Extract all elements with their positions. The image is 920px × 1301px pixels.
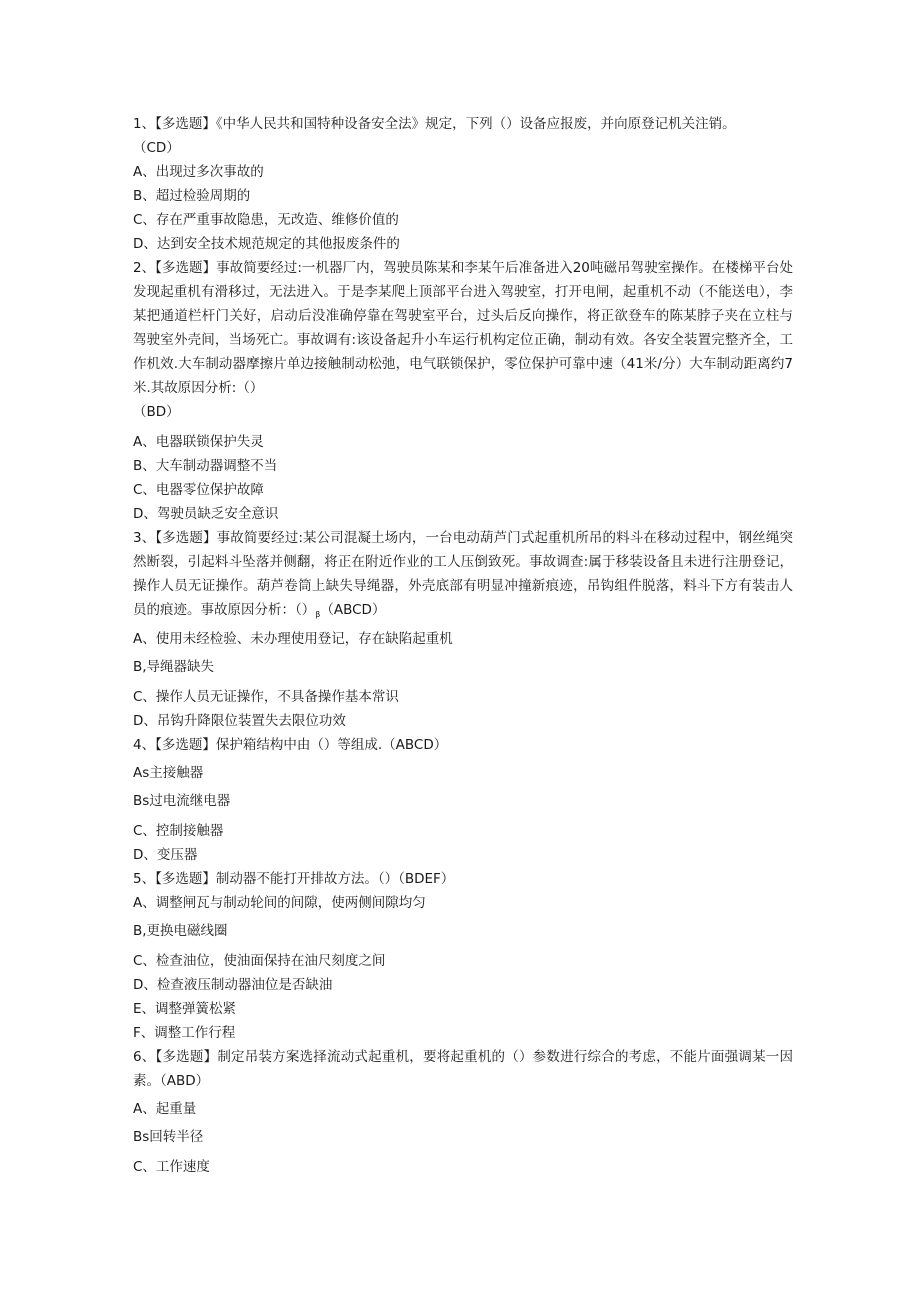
question-6 (133, 1045, 793, 1179)
question-6-option-c: C、工作速度 (133, 1159, 210, 1175)
question-3-option-a: A、使用未经检验、未办理使用登记，存在缺陷起重机 (133, 631, 453, 647)
question-5-option-b: B,更换电磁线圈 (133, 923, 228, 939)
question-5 (133, 867, 793, 1045)
question-1-option-a: A、出现过多次事故的 (133, 164, 264, 180)
question-5-stem: 5、【多选题】制动器不能打开排故方法。（） (133, 871, 399, 887)
question-6-stem: 6、【多选题】制定吊装方案选择流动式起重机，要将起重机的（）参数进行综合的考虑，不能片面强调某一因素。 (133, 1049, 793, 1089)
question-3-stem-subscript: β (315, 610, 321, 619)
question-3-option-b: B,导绳器缺失 (133, 659, 215, 675)
question-3-stem: 3、【多选题】事故简要经过:某公司混凝土场内，一台电动葫芦门式起重机所吊的料斗在移动过程中，钢丝绳突然断裂，引起料斗坠落并侧翻，将正在附近作业的工人压倒致死。事故调查:属于移装设备且未进行注册登记，操作人员无证操作。葫芦卷筒上缺失导绳器，外壳底部有明显冲撞新痕迹，吊钩组件脱落，料斗下方有装击人员的痕迹。事故原因分析：（） (133, 530, 793, 618)
question-3-option-d: D、吊钩升降限位装置失去限位功效 (133, 713, 346, 729)
question-3-stem-line (133, 526, 793, 627)
question-5-option-f: F、调整工作行程 (133, 1025, 236, 1041)
question-1-option-d: D、达到安全技术规范规定的其他报废条件的 (133, 236, 400, 252)
question-2 (133, 256, 793, 526)
question-5-option-e: E、调整弹簧松紧 (133, 1001, 237, 1017)
question-5-stem-line (133, 867, 793, 891)
question-1 (133, 112, 793, 256)
question-4-stem-line (133, 733, 793, 757)
question-2-option-c: C、电器零位保护故障 (133, 482, 264, 498)
question-5-option-c: C、检查油位，使油面保持在油尺刻度之间 (133, 953, 386, 969)
question-3-option-c: C、操作人员无证操作，不具备操作基本常识 (133, 689, 399, 705)
question-2-option-d: D、驾驶员缺乏安全意识 (133, 506, 279, 522)
question-4 (133, 733, 793, 867)
question-6-answer: （ABD） (160, 1073, 210, 1089)
question-1-answer: （CD） (133, 140, 180, 156)
question-5-option-a: A、调整闸瓦与制动轮间的间隙，使两侧间隙均匀 (133, 895, 426, 911)
question-2-option-b: B、大车制动器调整不当 (133, 458, 278, 474)
question-6-stem-line (133, 1045, 793, 1093)
question-3-answer: （ABCD） (320, 602, 386, 618)
question-3 (133, 526, 793, 733)
question-5-option-d: D、检查液压制动器油位是否缺油 (133, 977, 333, 993)
question-5-answer: （BDEF） (398, 871, 455, 887)
question-4-stem: 4、【多选题】保护箱结构中由（）等组成. (133, 737, 383, 753)
question-2-option-a: A、电器联锁保护失灵 (133, 434, 264, 450)
question-4-answer: （ABCD） (382, 737, 448, 753)
question-1-option-b: B、超过检验周期的 (133, 188, 251, 204)
question-1-stem: 1、【多选题】《中华人民共和国特种设备安全法》规定，下列（）设备应报废，并向原登记机关注销。 (133, 116, 736, 132)
question-4-option-b: Bs过电流继电器 (133, 793, 231, 809)
question-1-option-c: C、存在严重事故隐患，无改造、维修价值的 (133, 212, 399, 228)
question-2-answer: （BD） (133, 404, 180, 420)
question-list (133, 112, 793, 1179)
question-2-stem: 2、【多选题】事故简要经过:一机器厂内，驾驶员陈某和李某午后准备进入20吨磁吊驾驶室操作。在楼梯平台处发现起重机有滑移过，无法进入。于是李某爬上顶部平台进入驾驶室，打开电闸，起重机不动（不能送电），李某把通道栏杆门关好，启动后没准确停靠在驾驶室平台，过头后反向操作，将正欲登车的陈某脖子夹在立柱与驾驶室外壳间，当场死亡。事故调有:该设备起升小车运行机构定位正确，制动有效。各安全装置完整齐全，工作机效.大车制动器摩擦片单边接触制动松弛，电气联锁保护，零位保护可靠中速（41米/分）大车制动距离约7米.其故原因分析:（） (133, 260, 793, 396)
question-6-option-a: A、起重量 (133, 1101, 197, 1117)
question-4-option-c: C、控制接触器 (133, 823, 224, 839)
question-6-option-b: Bs回转半径 (133, 1129, 204, 1145)
question-4-option-d: D、变压器 (133, 847, 198, 863)
question-4-option-a: As主接触器 (133, 765, 204, 781)
